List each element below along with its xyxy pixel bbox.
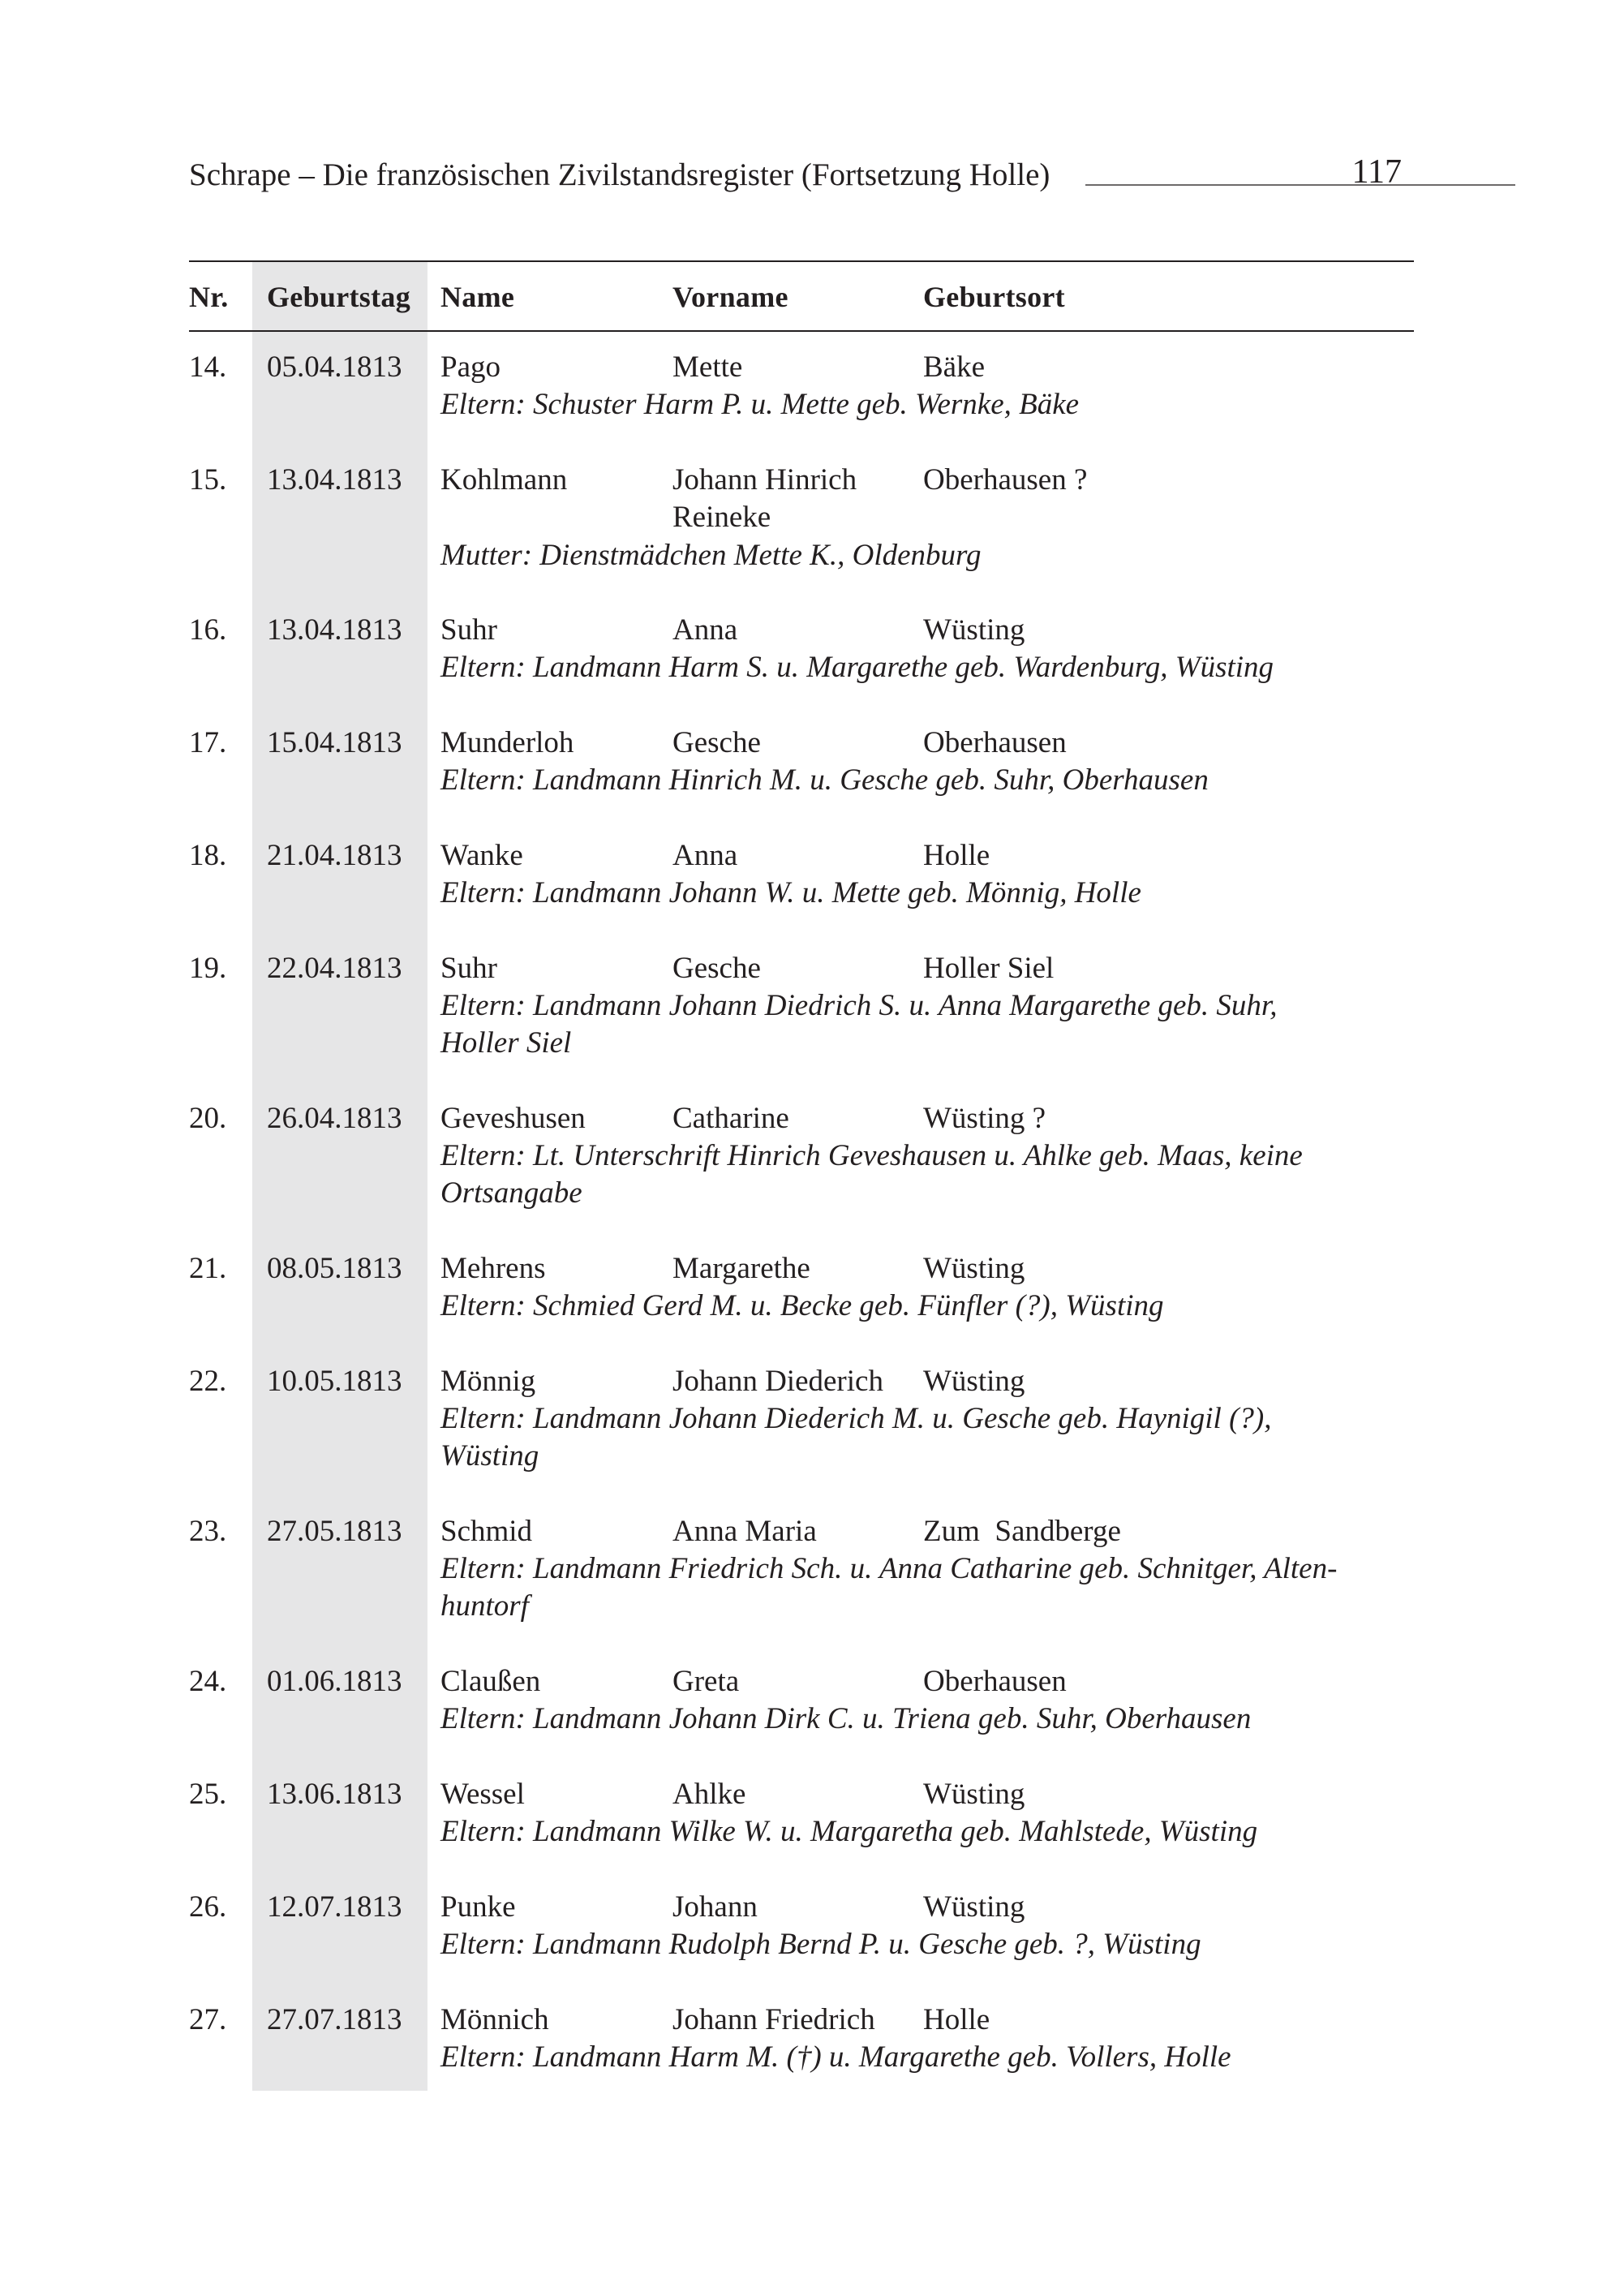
table-top-rule: [189, 260, 1414, 262]
entry-parents-note: Eltern: Landmann Johann Diederich M. u. Gesche geb. Haynigil (?), Wüsting: [440, 1402, 1272, 1473]
running-head-title: Schrape – Die französischen Zivilstandsregister (Fortsetzung Holle): [189, 157, 1050, 192]
entry-parents-note: Eltern: Landmann Johann Diedrich S. u. Anna Margarethe geb. Suhr, Holler Siel: [440, 989, 1278, 1060]
entry-surname: Geveshusen: [440, 1102, 586, 1135]
entry-parents-note: Eltern: Lt. Unterschrift Hinrich Geveshausen u. Ahlke geb. Maas, keine Ortsangabe: [440, 1139, 1303, 1210]
entry-birthplace: Holle: [923, 2003, 990, 2036]
column-header-name: Name: [440, 281, 515, 313]
entry-surname: Munderloh: [440, 726, 574, 759]
entry-parents-note: Eltern: Landmann Friedrich Sch. u. Anna Catharine geb. Schnitger, Alten-huntorf: [440, 1552, 1338, 1623]
entry-first-name: Gesche: [672, 726, 761, 759]
table-row: [0, 1513, 1624, 1626]
entry-birthplace: Wüsting ?: [923, 1102, 1046, 1135]
entry-number: 25.: [189, 1778, 227, 1811]
entry-birthplace: Holler Siel: [923, 952, 1055, 985]
table-row: [0, 1663, 1624, 1739]
entry-birth-date: 05.04.1813: [267, 350, 402, 384]
entry-birth-date: 12.07.1813: [267, 1890, 402, 1924]
entry-parents-note: Eltern: Landmann Wilke W. u. Margaretha geb. Mahlstede, Wüsting: [440, 1815, 1258, 1848]
entry-first-name: Catharine: [672, 1102, 789, 1135]
entry-number: 17.: [189, 726, 227, 759]
entry-first-name: Johann Friedrich: [672, 2003, 875, 2036]
entry-surname: Punke: [440, 1890, 516, 1924]
entry-first-name: Margarethe: [672, 1252, 810, 1285]
column-header-vorname: Vorname: [672, 281, 788, 313]
entry-surname: Wanke: [440, 839, 523, 872]
table-row: [0, 612, 1624, 687]
table-row: [0, 2001, 1624, 2077]
entry-birth-date: 15.04.1813: [267, 726, 402, 759]
table-row: [0, 349, 1624, 424]
entry-surname: Kohlmann: [440, 463, 568, 497]
entry-number: 26.: [189, 1890, 227, 1924]
entry-birthplace: Wüsting: [923, 1252, 1025, 1285]
column-header-geburtstag: Geburtstag: [267, 281, 410, 313]
entry-birth-date: 26.04.1813: [267, 1102, 402, 1135]
entry-parents-note: Eltern: Landmann Johann W. u. Mette geb. Mönnig, Holle: [440, 876, 1141, 909]
table-row: [0, 1100, 1624, 1213]
entry-number: 16.: [189, 613, 227, 647]
entry-number: 23.: [189, 1515, 227, 1548]
entry-birthplace: Oberhausen: [923, 726, 1067, 759]
table-row: [0, 462, 1624, 574]
entry-birthplace: Wüsting: [923, 1890, 1025, 1924]
entry-first-name: Ahlke: [672, 1778, 746, 1811]
entry-birth-date: 10.05.1813: [267, 1365, 402, 1398]
running-head-rule: [1085, 184, 1515, 186]
entry-surname: Wessel: [440, 1778, 525, 1811]
entry-surname: Schmid: [440, 1515, 533, 1548]
entry-birthplace: Oberhausen: [923, 1665, 1067, 1698]
entry-first-name: Mette: [672, 350, 743, 384]
entry-first-name: Gesche: [672, 952, 761, 985]
entry-birth-date: 27.05.1813: [267, 1515, 402, 1548]
running-head: [189, 151, 1402, 200]
entry-number: 19.: [189, 952, 227, 985]
table-row: [0, 1363, 1624, 1476]
entry-surname: Claußen: [440, 1665, 541, 1698]
entry-number: 22.: [189, 1365, 227, 1398]
table-row: [0, 950, 1624, 1063]
entry-parents-note: Eltern: Landmann Johann Dirk C. u. Triena geb. Suhr, Oberhausen: [440, 1702, 1252, 1735]
entry-first-name: Greta: [672, 1665, 740, 1698]
entry-parents-note: Eltern: Schuster Harm P. u. Mette geb. Wernke, Bäke: [440, 388, 1080, 421]
entry-first-name: Johann Hinrich Reineke: [672, 463, 857, 534]
entry-birthplace: Bäke: [923, 350, 986, 384]
birth-register-table: [0, 349, 1624, 2101]
entry-surname: Suhr: [440, 613, 497, 647]
table-row: [0, 1889, 1624, 1964]
entry-birth-date: 13.04.1813: [267, 463, 402, 497]
entry-birthplace: Holle: [923, 839, 990, 872]
entry-number: 21.: [189, 1252, 227, 1285]
entry-number: 18.: [189, 839, 227, 872]
table-header-rule: [189, 330, 1414, 332]
entry-birthplace: Wüsting: [923, 1365, 1025, 1398]
entry-birth-date: 13.06.1813: [267, 1778, 402, 1811]
entry-surname: Mönnig: [440, 1365, 536, 1398]
entry-first-name: Anna: [672, 839, 738, 872]
entry-first-name: Anna Maria: [672, 1515, 817, 1548]
entry-number: 20.: [189, 1102, 227, 1135]
entry-birth-date: 01.06.1813: [267, 1665, 402, 1698]
entry-number: 14.: [189, 350, 227, 384]
entry-number: 27.: [189, 2003, 227, 2036]
page-number: 117: [1351, 153, 1402, 191]
entry-birth-date: 08.05.1813: [267, 1252, 402, 1285]
entry-parents-note: Eltern: Schmied Gerd M. u. Becke geb. Fünfler (?), Wüsting: [440, 1289, 1164, 1322]
entry-birth-date: 27.07.1813: [267, 2003, 402, 2036]
entry-birthplace: Wüsting: [923, 1778, 1025, 1811]
entry-parents-note: Eltern: Landmann Harm M. (†) u. Margarethe geb. Vollers, Holle: [440, 2040, 1231, 2074]
entry-surname: Mönnich: [440, 2003, 549, 2036]
entry-first-name: Johann: [672, 1890, 758, 1924]
entry-parents-note: Eltern: Landmann Harm S. u. Margarethe geb. Wardenburg, Wüsting: [440, 651, 1274, 684]
entry-number: 24.: [189, 1665, 227, 1698]
entry-parents-note: Mutter: Dienstmädchen Mette K., Oldenburg: [440, 539, 982, 572]
entry-surname: Suhr: [440, 952, 497, 985]
entry-surname: Pago: [440, 350, 501, 384]
table-row: [0, 1776, 1624, 1851]
table-row: [0, 1250, 1624, 1326]
entry-parents-note: Eltern: Landmann Rudolph Bernd P. u. Gesche geb. ?, Wüsting: [440, 1928, 1201, 1961]
table-row: [0, 724, 1624, 800]
entry-surname: Mehrens: [440, 1252, 546, 1285]
entry-first-name: Anna: [672, 613, 738, 647]
entry-parents-note: Eltern: Landmann Hinrich M. u. Gesche geb. Suhr, Oberhausen: [440, 763, 1209, 797]
table-row: [0, 837, 1624, 913]
entry-birthplace: Wüsting: [923, 613, 1025, 647]
column-header-nr: Nr.: [189, 281, 229, 313]
entry-birthplace: Zum Sandberge: [923, 1515, 1121, 1548]
entry-first-name: Johann Diederich: [672, 1365, 883, 1398]
entry-number: 15.: [189, 463, 227, 497]
entry-birthplace: Oberhausen ?: [923, 463, 1088, 497]
entry-birth-date: 21.04.1813: [267, 839, 402, 872]
entry-birth-date: 13.04.1813: [267, 613, 402, 647]
column-header-geburtsort: Geburtsort: [923, 281, 1065, 313]
entry-birth-date: 22.04.1813: [267, 952, 402, 985]
